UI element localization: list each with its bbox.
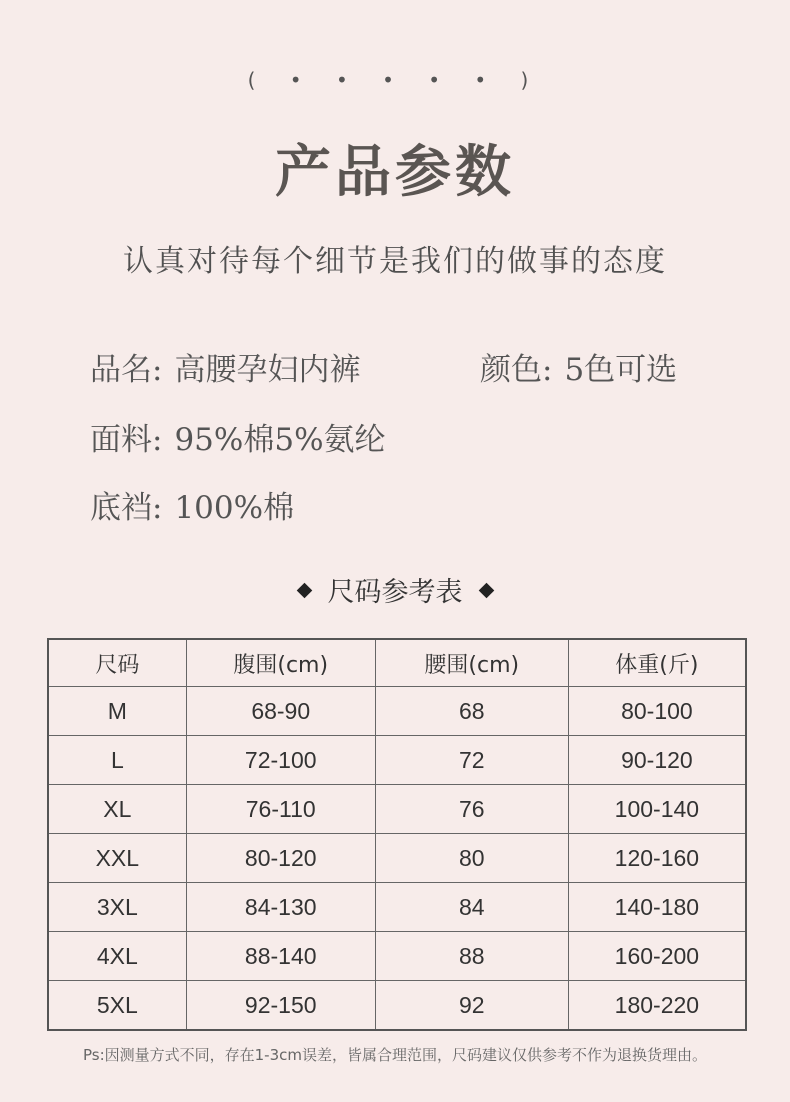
param-value: 95%棉5%氨纶	[174, 422, 386, 458]
param-label: 底裆:	[90, 490, 163, 526]
cell-weight: 90-120	[568, 736, 746, 785]
cell-belly: 72-100	[186, 736, 375, 785]
param-crotch	[90, 482, 294, 527]
cell-weight: 100-140	[568, 785, 746, 834]
param-color	[480, 344, 677, 389]
param-value: 5色可选	[564, 352, 678, 388]
table-row	[48, 981, 746, 1031]
size-chart-title	[0, 570, 790, 609]
cell-waist: 72	[375, 736, 568, 785]
header-waist: 腰围(cm)	[375, 639, 568, 687]
decorative-dots: ( • • • • • )	[247, 68, 543, 92]
cell-belly: 80-120	[186, 834, 375, 883]
cell-size: M	[48, 687, 186, 736]
cell-size: XXL	[48, 834, 186, 883]
size-chart-table	[47, 638, 747, 1031]
page-subtitle: 认真对待每个细节是我们的做事的态度	[123, 244, 667, 279]
cell-belly: 92-150	[186, 981, 375, 1031]
table-row	[48, 932, 746, 981]
cell-waist: 80	[375, 834, 568, 883]
cell-waist: 92	[375, 981, 568, 1031]
cell-waist: 76	[375, 785, 568, 834]
cell-weight: 140-180	[568, 883, 746, 932]
cell-weight: 160-200	[568, 932, 746, 981]
cell-belly: 84-130	[186, 883, 375, 932]
param-label: 颜色:	[480, 352, 553, 388]
cell-belly: 88-140	[186, 932, 375, 981]
param-value: 高腰孕妇内裤	[174, 352, 361, 388]
footnote: Ps:因测量方式不同，存在1-3cm误差，皆属合理范围，尺码建议仅供参考不作为退换货理由。	[82, 1046, 707, 1064]
cell-waist: 68	[375, 687, 568, 736]
table-row	[48, 883, 746, 932]
param-label: 品名:	[90, 352, 163, 388]
header-weight: 体重(斤)	[568, 639, 746, 687]
table-header-row	[48, 639, 746, 687]
cell-size: 4XL	[48, 932, 186, 981]
cell-weight: 180-220	[568, 981, 746, 1031]
page-title: 产品参数	[275, 139, 515, 205]
param-value: 100%棉	[174, 490, 295, 526]
param-product-name	[90, 344, 360, 389]
table-row	[48, 687, 746, 736]
header-belly: 腹围(cm)	[186, 639, 375, 687]
cell-size: 3XL	[48, 883, 186, 932]
size-chart-title-text: 尺码参考表	[327, 577, 463, 608]
table-row	[48, 736, 746, 785]
table-row	[48, 834, 746, 883]
param-label: 面料:	[90, 422, 163, 458]
header-size: 尺码	[48, 639, 186, 687]
cell-weight: 80-100	[568, 687, 746, 736]
cell-waist: 84	[375, 883, 568, 932]
cell-waist: 88	[375, 932, 568, 981]
cell-belly: 68-90	[186, 687, 375, 736]
diamond-icon	[296, 583, 312, 599]
diamond-icon	[478, 583, 494, 599]
cell-weight: 120-160	[568, 834, 746, 883]
cell-size: 5XL	[48, 981, 186, 1031]
param-fabric	[90, 414, 386, 459]
cell-size: L	[48, 736, 186, 785]
cell-size: XL	[48, 785, 186, 834]
table-row	[48, 785, 746, 834]
cell-belly: 76-110	[186, 785, 375, 834]
